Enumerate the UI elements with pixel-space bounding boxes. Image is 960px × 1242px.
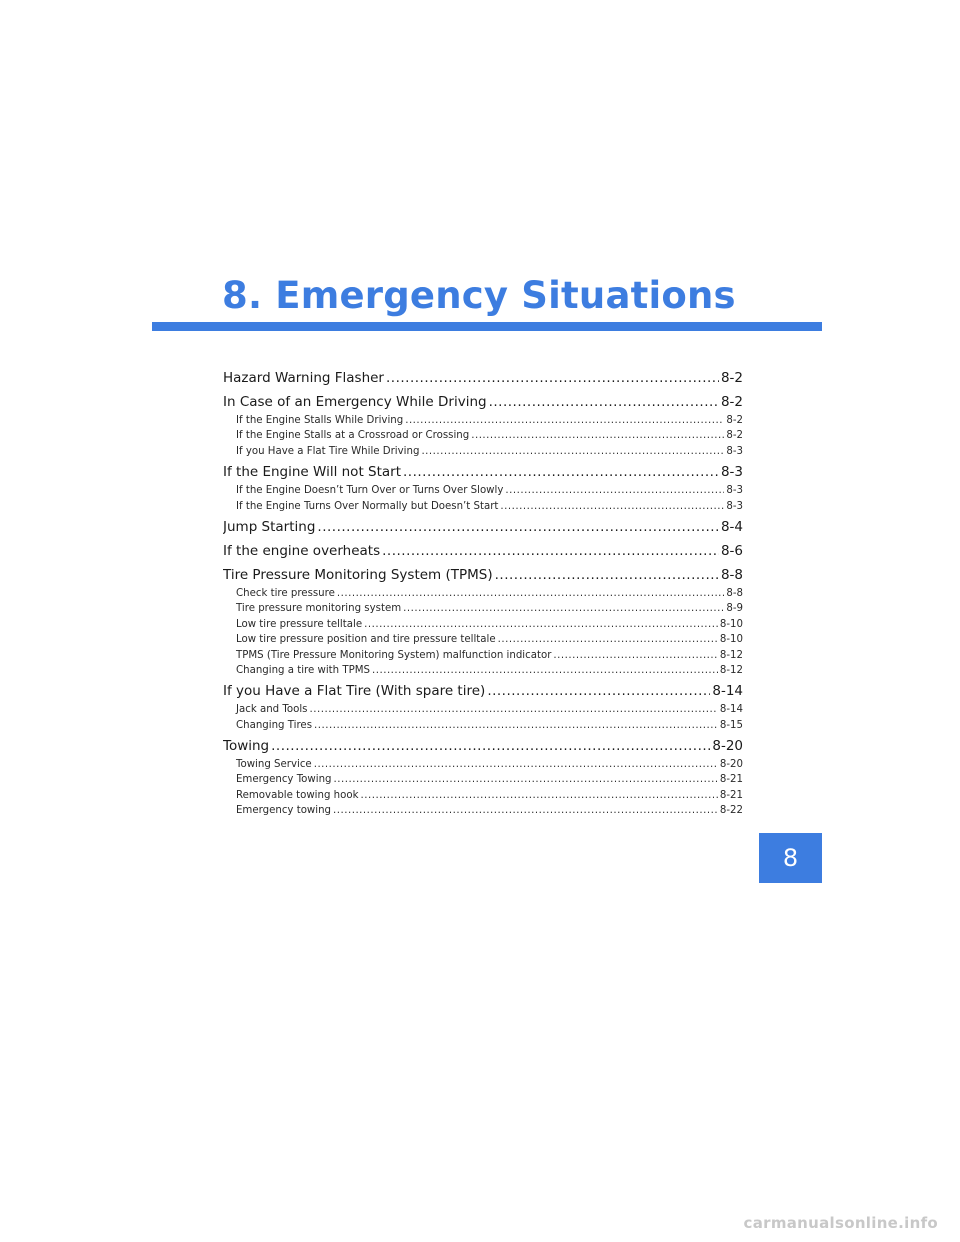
toc-subentry-page: 8-3 <box>726 485 743 497</box>
toc-subentry-title: If the Engine Stalls While Driving <box>236 415 404 426</box>
toc-subentry[interactable] <box>223 772 743 787</box>
toc-subentry[interactable] <box>223 803 743 818</box>
toc-subentry[interactable] <box>223 601 743 616</box>
toc-subentry[interactable] <box>223 663 743 678</box>
toc-entry-title: In Case of an Emergency While Driving <box>223 394 487 410</box>
toc-subentry-page: 8-15 <box>719 719 743 731</box>
toc-subentry-page: 8-2 <box>726 430 743 442</box>
toc-section <box>223 736 743 819</box>
toc-subentry-page: 8-12 <box>719 664 743 676</box>
toc-subentry-title: If the Engine Stalls at a Crossroad or Crossing <box>236 430 470 442</box>
toc-leader <box>500 499 724 514</box>
toc-entry[interactable] <box>223 736 743 757</box>
toc-entry[interactable] <box>223 462 743 483</box>
toc-entry-title: If you Have a Flat Tire (With spare tire) <box>223 683 486 700</box>
toc-leader <box>505 483 724 498</box>
toc-entry-title: If the engine overheats <box>223 542 381 559</box>
toc-subentry-title: Tire pressure monitoring system <box>236 603 402 615</box>
toc-entry-page: 8-2 <box>720 370 743 386</box>
toc-leader <box>405 413 724 428</box>
toc-leader <box>310 702 718 717</box>
toc-subentry-page: 8-2 <box>726 415 743 426</box>
toc-entry-page: 8-2 <box>720 394 743 410</box>
toc-leader <box>364 617 718 632</box>
toc-leader <box>334 772 718 787</box>
toc-subentry-page: 8-20 <box>719 759 743 771</box>
toc-subentry[interactable] <box>223 428 743 443</box>
toc-subentry-title: Removable towing hook <box>236 789 359 801</box>
toc-subentry-page: 8-22 <box>719 805 743 817</box>
toc-leader <box>382 541 719 562</box>
toc-subentry-page: 8-10 <box>719 618 743 630</box>
toc-subentry-title: Changing a tire with TPMS <box>236 664 370 676</box>
toc-entry-page: 8-20 <box>712 738 743 755</box>
toc-leader <box>271 736 710 757</box>
toc-subentry-page: 8-3 <box>726 445 743 457</box>
toc-entry[interactable] <box>223 565 743 586</box>
toc-subentry-page: 8-8 <box>726 587 743 599</box>
toc-subentry[interactable] <box>223 444 743 459</box>
toc-section <box>223 681 743 733</box>
toc-section <box>223 517 743 538</box>
toc-leader <box>314 718 718 733</box>
toc-leader <box>372 663 718 678</box>
toc-section <box>223 541 743 562</box>
toc-leader <box>314 757 718 772</box>
toc-subentry-title: Jack and Tools <box>236 704 308 716</box>
title-rule <box>152 322 822 331</box>
toc-subentry[interactable] <box>223 632 743 647</box>
toc-leader <box>386 368 719 389</box>
toc-subentry-page: 8-9 <box>726 603 743 615</box>
toc-subentry[interactable] <box>223 499 743 514</box>
toc-subentry-title: Check tire pressure <box>236 587 335 599</box>
toc-leader <box>471 428 724 443</box>
chapter-tab[interactable]: 8 <box>759 833 822 883</box>
toc-subentry-page: 8-10 <box>719 634 743 646</box>
toc-subentry-title: If the Engine Doesn’t Turn Over or Turns Over Slowly <box>236 485 504 497</box>
toc-subentry-title: TPMS (Tire Pressure Monitoring System) malfunction indicator <box>236 649 552 661</box>
toc-subentry-page: 8-21 <box>719 774 743 786</box>
toc-subentry[interactable] <box>223 718 743 733</box>
toc-entry-page: 8-6 <box>720 542 743 559</box>
toc-subentry[interactable] <box>223 586 743 601</box>
toc-subentry[interactable] <box>223 617 743 632</box>
toc-subentry-title: Low tire pressure telltale <box>236 618 363 630</box>
toc-entry[interactable] <box>223 368 743 389</box>
toc-leader <box>361 788 718 803</box>
toc-subentry[interactable] <box>223 788 743 803</box>
toc-entry-title: Towing <box>223 738 270 755</box>
toc-subentry-title: Changing Tires <box>236 719 313 731</box>
toc-subentry-title: Low tire pressure position and tire pressure telltale <box>236 634 496 646</box>
toc-subentry-title: Emergency Towing <box>236 774 332 786</box>
watermark: carmanualsonline.info <box>743 1214 938 1232</box>
toc-entry-page: 8-4 <box>720 518 743 535</box>
toc-leader <box>489 392 719 413</box>
toc-subentry-title: Emergency towing <box>236 805 332 817</box>
toc-entry[interactable] <box>223 517 743 538</box>
toc-leader <box>495 565 719 586</box>
toc-entry-title: If the Engine Will not Start <box>223 464 402 481</box>
toc-subentry-title: If the Engine Turns Over Normally but Doesn’t Start <box>236 500 499 512</box>
toc-entry[interactable] <box>223 541 743 562</box>
toc-leader <box>403 601 724 616</box>
toc-entry[interactable] <box>223 392 743 413</box>
toc-entry-title: Tire Pressure Monitoring System (TPMS) <box>223 566 493 583</box>
toc-entry[interactable] <box>223 681 743 702</box>
toc-section <box>223 392 743 459</box>
table-of-contents <box>223 366 743 822</box>
toc-subentry-page: 8-21 <box>719 789 743 801</box>
toc-section <box>223 565 743 678</box>
toc-leader <box>333 803 718 818</box>
toc-leader <box>317 517 719 538</box>
toc-subentry[interactable] <box>223 648 743 663</box>
toc-subentry-page: 8-12 <box>719 649 743 661</box>
toc-entry-title: Hazard Warning Flasher <box>223 370 384 386</box>
toc-subentry[interactable] <box>223 702 743 717</box>
toc-leader <box>553 648 717 663</box>
toc-subentry-page: 8-14 <box>719 704 743 716</box>
toc-subentry[interactable] <box>223 757 743 772</box>
toc-section <box>223 368 743 389</box>
toc-leader <box>498 632 718 647</box>
toc-entry-page: 8-8 <box>720 566 743 583</box>
toc-entry-page: 8-3 <box>720 464 743 481</box>
toc-subentry[interactable] <box>223 413 743 428</box>
toc-section <box>223 462 743 514</box>
toc-entry-title: Jump Starting <box>223 518 316 535</box>
toc-entry-page: 8-14 <box>712 683 743 700</box>
toc-subentry-title: If you Have a Flat Tire While Driving <box>236 445 420 457</box>
toc-subentry-page: 8-3 <box>726 500 743 512</box>
toc-subentry-title: Towing Service <box>236 759 312 771</box>
toc-leader <box>403 462 719 483</box>
toc-subentry[interactable] <box>223 483 743 498</box>
toc-leader <box>487 681 710 702</box>
toc-leader <box>337 586 724 601</box>
toc-leader <box>421 444 724 459</box>
chapter-title: 8. Emergency Situations <box>222 274 736 317</box>
